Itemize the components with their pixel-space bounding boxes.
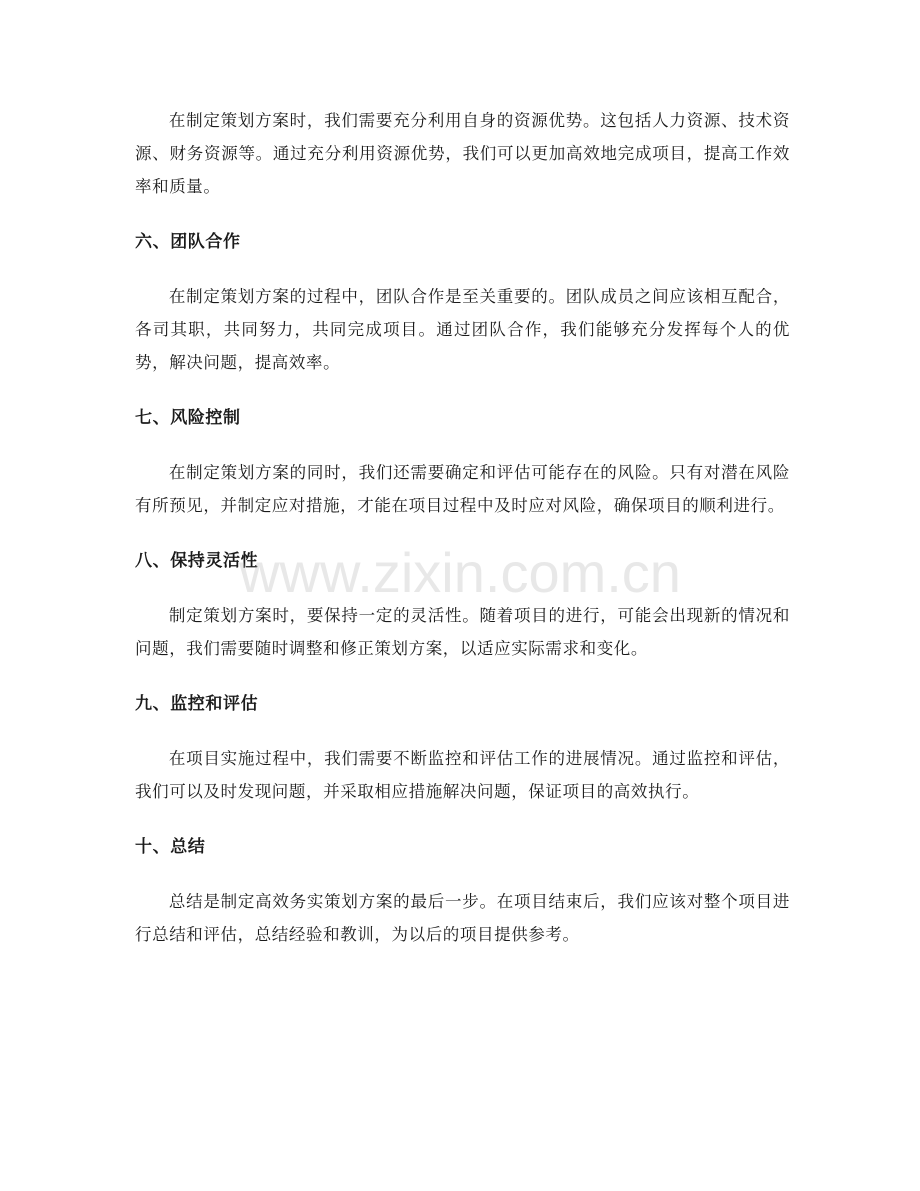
- document-content: [135, 104, 790, 951]
- section-heading-summary: 十、总结: [135, 837, 206, 857]
- paragraph-resources: 在制定策划方案时，我们需要充分利用自身的资源优势。这包括人力资源、技术资源、财务资源等。通过充分利用资源优势，我们可以更加高效地完成项目，提高工作效率和质量。: [135, 111, 790, 196]
- paragraph-monitoring: 在项目实施过程中，我们需要不断监控和评估工作的进展情况。通过监控和评估，我们可以及时发现问题，并采取相应措施解决问题，保证项目的高效执行。: [135, 749, 790, 801]
- section-heading-risk-control: 七、风险控制: [135, 408, 241, 428]
- watermark-text: www.zixin.com.cn: [239, 541, 681, 604]
- paragraph-summary: 总结是制定高效务实策划方案的最后一步。在项目结束后，我们应该对整个项目进行总结和评估，总结经验和教训，为以后的项目提供参考。: [135, 892, 790, 944]
- paragraph-risk-control: 在制定策划方案的同时，我们还需要确定和评估可能存在的风险。只有对潜在风险有所预见，并制定应对措施，才能在项目过程中及时应对风险，确保项目的顺利进行。: [135, 463, 790, 515]
- paragraph-flexibility: 制定策划方案时，要保持一定的灵活性。随着项目的进行，可能会出现新的情况和问题，我们需要随时调整和修正策划方案，以适应实际需求和变化。: [135, 606, 790, 658]
- section-heading-monitoring: 九、监控和评估: [135, 694, 259, 714]
- section-heading-flexibility: 八、保持灵活性: [135, 551, 259, 571]
- section-heading-teamwork: 六、团队合作: [135, 232, 241, 252]
- paragraph-teamwork: 在制定策划方案的过程中，团队合作是至关重要的。团队成员之间应该相互配合，各司其职，共同努力，共同完成项目。通过团队合作，我们能够充分发挥每个人的优势，解决问题，提高效率。: [135, 287, 790, 372]
